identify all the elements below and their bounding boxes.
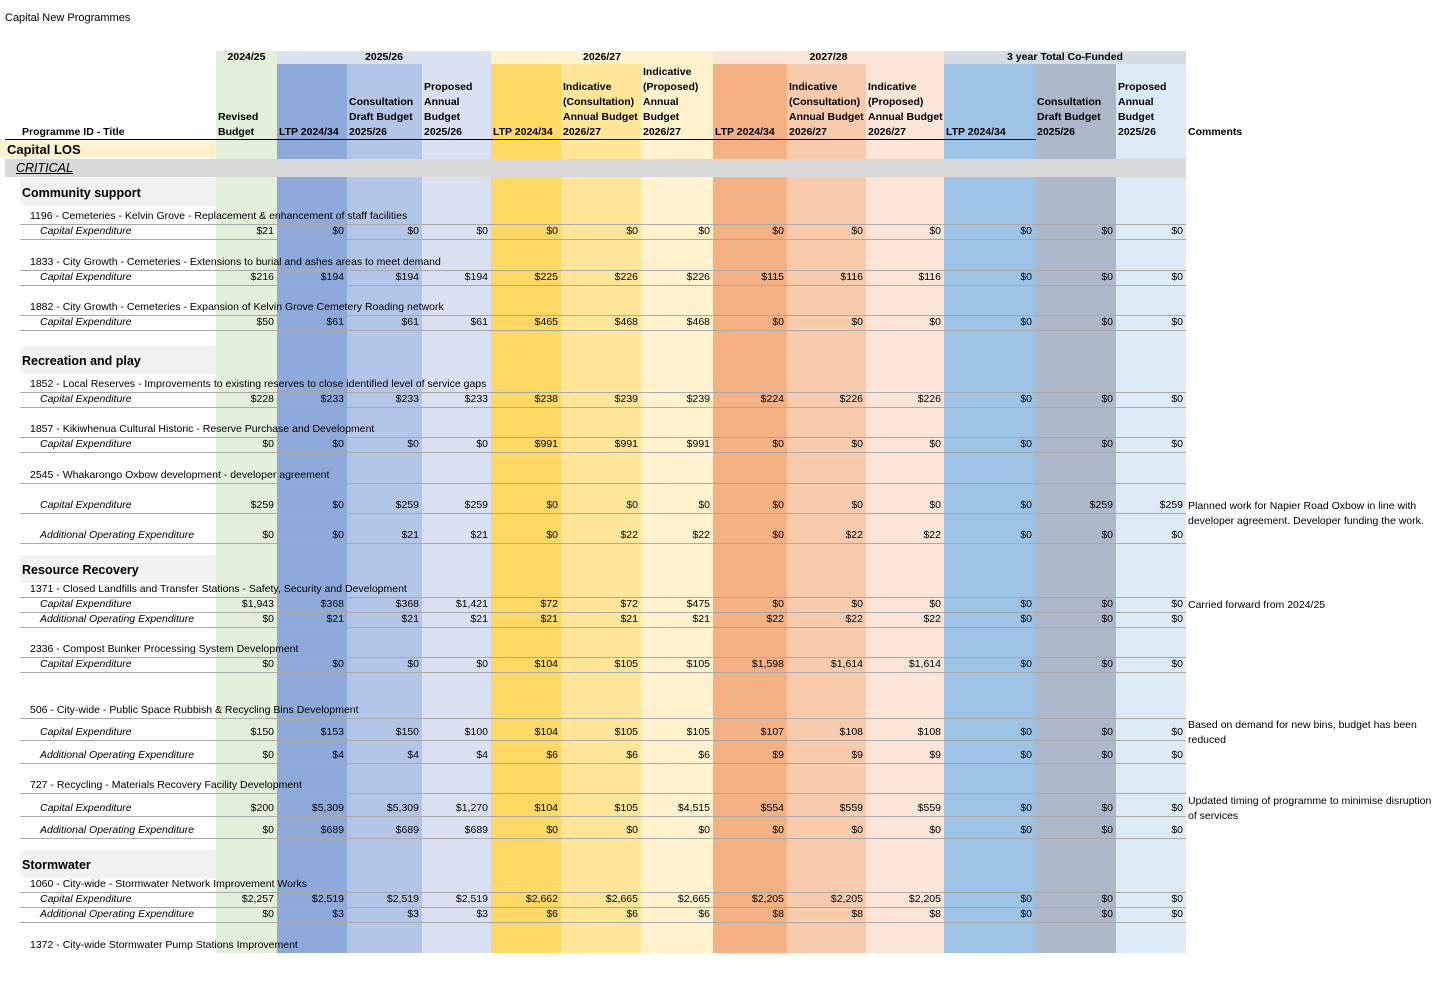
table-cell: $21 [401,529,419,541]
row-comment: Updated timing of programme to minimise disruption of services [1188,795,1432,822]
table-cell: $150 [395,726,419,738]
table-cell: $0 [1101,824,1113,836]
table-cell: $0 [476,438,488,450]
table-cell: $1,614 [830,658,863,670]
table-cell: $0 [1020,225,1032,237]
table-cell: $0 [929,499,941,511]
table-cell: $104 [534,658,558,670]
subsection-band [5,159,1186,177]
table-cell: $0 [1020,908,1032,920]
table-cell: $0 [546,529,558,541]
table-cell: $0 [929,598,941,610]
table-cell: $6 [546,908,558,920]
table-cell: $0 [626,824,638,836]
table-cell: $226 [686,271,710,283]
table-cell: $226 [839,393,863,405]
table-cell: $0 [1171,824,1183,836]
table-cell: $0 [1171,749,1183,761]
row-label: Additional Operating Expenditure [40,749,195,761]
programme-title: 2336 - Compost Bunker Processing System Development [30,643,299,655]
row-label: Additional Operating Expenditure [40,529,195,541]
row-label: Capital Expenditure [40,316,132,328]
table-cell: $108 [839,726,863,738]
table-cell: $0 [1171,316,1183,328]
table-cell: $21 [470,529,488,541]
table-cell: $0 [1101,726,1113,738]
table-cell: $5,309 [311,802,344,814]
table-cell: $0 [262,658,274,670]
table-cell: $0 [851,824,863,836]
row-divider [20,452,1186,453]
table-cell: $0 [332,225,344,237]
table-cell: $2,205 [830,893,863,905]
table-cell: $0 [626,225,638,237]
table-cell: $9 [851,749,863,761]
table-cell: $0 [772,529,784,541]
row-divider [20,816,1186,817]
table-cell: $0 [407,438,419,450]
table-cell: $107 [760,726,784,738]
table-cell: $0 [1171,271,1183,283]
column-group-header: 3 year Total Co-Funded [944,51,1186,64]
table-cell: $554 [760,802,784,814]
table-cell: $8 [929,908,941,920]
column-header: Comments [1188,126,1243,138]
column-header: Indicative (Proposed) Annual Budget 2026/27 [643,66,699,138]
row-divider [20,407,1186,408]
table-cell: $5,309 [386,802,419,814]
table-cell: $0 [929,225,941,237]
row-label: Capital Expenditure [40,225,132,237]
table-cell: $105 [614,726,638,738]
table-cell: $0 [1101,908,1113,920]
column-header: LTP 2024/34 [715,126,775,138]
column-group-header: 2026/27 [491,51,713,64]
row-divider [20,922,1186,923]
table-cell: $0 [1020,658,1032,670]
table-cell: $238 [534,393,558,405]
table-cell: $259 [1159,499,1183,511]
table-cell: $2,662 [525,893,558,905]
table-cell: $21 [692,613,710,625]
row-divider [20,672,1186,673]
table-cell: $0 [772,824,784,836]
table-cell: $22 [923,529,941,541]
table-cell: $0 [546,225,558,237]
table-cell: $1,598 [751,658,784,670]
table-cell: $0 [332,438,344,450]
column-header: Consultation Draft Budget 2025/26 [1037,96,1102,138]
table-cell: $0 [929,824,941,836]
table-cell: $8 [851,908,863,920]
table-cell: $116 [840,271,863,283]
table-cell: $6 [546,749,558,761]
table-cell: $0 [772,598,784,610]
table-cell: $3 [407,908,419,920]
table-cell: $0 [929,438,941,450]
row-divider [20,513,1186,514]
table-cell: $0 [332,658,344,670]
programme-title: 2545 - Whakarongo Oxbow development - developer agreement [30,469,330,481]
table-cell: $0 [851,438,863,450]
table-cell: $9 [929,749,941,761]
column-header: Indicative (Consultation) Annual Budget 2026/27 [563,81,638,138]
table-cell: $0 [262,824,274,836]
table-cell: $0 [1171,613,1183,625]
table-cell: $1,270 [455,802,488,814]
page-title: Capital New Programmes [5,12,131,24]
column-header: Consultation Draft Budget 2025/26 [349,96,414,138]
table-cell: $6 [626,749,638,761]
table-cell: $689 [464,824,488,836]
table-cell: $105 [614,658,638,670]
table-cell: $22 [620,529,638,541]
table-cell: $0 [1101,529,1113,541]
table-cell: $22 [845,529,863,541]
table-cell: $116 [918,271,941,283]
row-label: Capital Expenditure [40,726,132,738]
table-cell: $61 [326,316,344,328]
table-cell: $0 [1020,802,1032,814]
table-cell: $100 [464,726,488,738]
row-comment: Carried forward from 2024/25 [1188,599,1326,611]
table-cell: $0 [262,529,274,541]
table-cell: $0 [546,824,558,836]
table-cell: $0 [262,613,274,625]
table-cell: $559 [917,802,941,814]
table-cell: $233 [395,393,419,405]
category-title: Recreation and play [22,354,141,368]
table-cell: $0 [1171,908,1183,920]
row-comment: Based on demand for new bins, budget has been reduced [1188,719,1417,746]
table-cell: $200 [250,802,274,814]
table-cell: $0 [1020,824,1032,836]
row-divider [20,718,1186,719]
table-cell: $0 [851,598,863,610]
category-title: Resource Recovery [22,563,139,577]
table-cell: $0 [851,316,863,328]
table-cell: $61 [470,316,488,328]
row-label: Capital Expenditure [40,598,132,610]
table-cell: $0 [851,225,863,237]
table-cell: $105 [686,658,710,670]
column-header: Revised Budget [218,111,259,138]
table-cell: $194 [395,271,419,283]
row-divider [20,543,1186,544]
table-cell: $0 [1101,598,1113,610]
column-group-header: 2027/28 [713,51,944,64]
table-cell: $226 [614,271,638,283]
table-cell: $0 [626,499,638,511]
table-cell: $6 [698,749,710,761]
table-cell: $0 [1171,658,1183,670]
row-label: Capital Expenditure [40,393,132,405]
row-divider [20,627,1186,628]
column-header: Indicative (Proposed) Annual Budget 2026/27 [868,81,943,138]
table-cell: $259 [250,499,274,511]
table-cell: $0 [262,438,274,450]
row-divider [20,763,1186,764]
table-cell: $2,519 [311,893,344,905]
programme-title: 506 - City-wide - Public Space Rubbish & Recycling Bins Development [30,704,359,716]
column-header: Proposed Annual Budget 2025/26 [424,81,473,138]
programme-title: 1833 - City Growth - Cemeteries - Extensions to burial and ashes areas to meet demand [30,256,441,268]
row-label: Capital Expenditure [40,658,132,670]
table-cell: $0 [332,499,344,511]
table-cell: $105 [686,726,710,738]
table-cell: $0 [1020,271,1032,283]
table-cell: $3 [332,908,344,920]
table-cell: $0 [1171,893,1183,905]
table-cell: $108 [917,726,941,738]
table-cell: $21 [256,225,274,237]
table-cell: $0 [1020,499,1032,511]
table-cell: $0 [1020,749,1032,761]
programme-title: 1371 - Closed Landfills and Transfer Stations - Safety, Security and Development [30,583,407,595]
table-cell: $0 [698,824,710,836]
table-cell: $233 [464,393,488,405]
table-cell: $4 [476,749,488,761]
table-cell: $559 [839,802,863,814]
table-cell: $0 [1020,598,1032,610]
row-label: Capital Expenditure [40,438,132,450]
table-cell: $0 [1101,225,1113,237]
table-cell: $0 [772,225,784,237]
row-label: Additional Operating Expenditure [40,613,195,625]
table-cell: $194 [320,271,344,283]
table-cell: $991 [686,438,710,450]
row-comment: Planned work for Napier Road Oxbow in line with developer agreement. Developer funding the work. [1188,500,1424,527]
table-cell: $8 [772,908,784,920]
column-group-header: 2024/25 [216,51,277,64]
table-cell: $2,519 [386,893,419,905]
programme-title: 1857 - Kikiwhenua Cultural Historic - Reserve Purchase and Development [30,423,375,435]
table-cell: $475 [686,598,710,610]
table-cell: $0 [1020,529,1032,541]
table-cell: $4,515 [677,802,710,814]
table-cell: $21 [620,613,638,625]
table-cell: $0 [772,438,784,450]
table-cell: $689 [395,824,419,836]
table-cell: $0 [1171,225,1183,237]
table-cell: $115 [761,271,784,283]
table-cell: $0 [1171,726,1183,738]
table-cell: $1,943 [241,598,274,610]
table-cell: $2,519 [455,893,488,905]
table-cell: $259 [395,499,419,511]
table-cell: $0 [1101,316,1113,328]
table-cell: $22 [845,613,863,625]
table-cell: $0 [407,225,419,237]
row-label: Capital Expenditure [40,499,132,511]
table-cell: $0 [332,529,344,541]
row-divider [20,285,1186,286]
table-cell: $0 [1101,438,1113,450]
table-cell: $0 [407,658,419,670]
table-cell: $0 [1020,613,1032,625]
table-cell: $2,665 [677,893,710,905]
column-header: Proposed Annual Budget 2025/26 [1118,81,1167,138]
table-cell: $465 [534,316,558,328]
table-cell: $72 [540,598,558,610]
table-cell: $22 [766,613,784,625]
row-label: Capital Expenditure [40,893,132,905]
table-cell: $0 [1171,393,1183,405]
row-divider [20,239,1186,240]
table-cell: $1,614 [908,658,941,670]
table-cell: $991 [614,438,638,450]
table-cell: $21 [470,613,488,625]
table-cell: $6 [698,908,710,920]
table-cell: $0 [772,499,784,511]
table-cell: $368 [320,598,344,610]
table-cell: $0 [1101,393,1113,405]
row-divider [20,330,1186,331]
table-cell: $21 [540,613,558,625]
table-cell: $239 [686,393,710,405]
table-cell: $0 [1020,316,1032,328]
table-cell: $0 [1101,802,1113,814]
section-title: Capital LOS [7,142,81,157]
row-label: Capital Expenditure [40,271,132,283]
table-cell: $2,205 [908,893,941,905]
programme-title: 1196 - Cemeteries - Kelvin Grove - Replacement & enhancement of staff facilities [30,210,408,222]
table-cell: $0 [262,908,274,920]
row-divider [20,483,1186,484]
table-cell: $991 [534,438,558,450]
row-divider [20,838,1186,839]
table-cell: $0 [1101,749,1113,761]
column-header: LTP 2024/34 [279,126,339,138]
table-cell: $3 [476,908,488,920]
column-header: Programme ID - Title [22,126,125,138]
table-cell: $0 [1171,802,1183,814]
table-cell: $1,421 [455,598,488,610]
table-cell: $6 [626,908,638,920]
table-cell: $0 [1101,613,1113,625]
table-cell: $0 [262,749,274,761]
table-cell: $225 [534,271,558,283]
table-cell: $22 [692,529,710,541]
row-label: Additional Operating Expenditure [40,908,195,920]
table-cell: $226 [917,393,941,405]
programme-title: 1372 - City-wide Stormwater Pump Stations Improvement [30,939,298,951]
table-cell: $224 [760,393,784,405]
table-cell: $0 [698,499,710,511]
row-label: Capital Expenditure [40,802,132,814]
table-cell: $0 [1171,598,1183,610]
table-cell: $0 [1020,726,1032,738]
table-cell: $0 [476,658,488,670]
column-header: Indicative (Consultation) Annual Budget 2026/27 [789,81,864,138]
row-divider [20,793,1186,794]
table-cell: $0 [1020,438,1032,450]
table-cell: $368 [395,598,419,610]
column-group-header: 2025/26 [277,51,491,64]
table-cell: $105 [614,802,638,814]
table-cell: $153 [320,726,344,738]
table-cell: $194 [464,271,488,283]
table-cell: $0 [476,225,488,237]
table-cell: $22 [923,613,941,625]
table-cell: $4 [332,749,344,761]
table-cell: $61 [401,316,419,328]
programme-title: 1882 - City Growth - Cemeteries - Expansion of Kelvin Grove Cemetery Roading network [30,301,444,313]
table-cell: $21 [326,613,344,625]
table-cell: $72 [620,598,638,610]
table-cell: $2,205 [751,893,784,905]
table-cell: $2,665 [605,893,638,905]
programme-title: 1852 - Local Reserves - Improvements to existing reserves to close identified level of service gaps [30,378,487,390]
table-cell: $228 [250,393,274,405]
row-label: Additional Operating Expenditure [40,824,195,836]
table-cell: $0 [1171,438,1183,450]
table-cell: $0 [929,316,941,328]
table-cell: $50 [256,316,274,328]
table-cell: $104 [534,726,558,738]
table-cell: $9 [772,749,784,761]
table-cell: $0 [851,499,863,511]
table-cell: $0 [546,499,558,511]
programme-title: 1060 - City-wide - Stormwater Network Improvement Works [30,878,307,890]
subsection-title: CRITICAL [16,161,73,175]
table-cell: $0 [698,225,710,237]
column-header: LTP 2024/34 [946,126,1006,138]
table-cell: $468 [614,316,638,328]
row-divider [20,740,1186,741]
column-header: LTP 2024/34 [493,126,553,138]
category-title: Stormwater [22,858,91,872]
table-cell: $468 [686,316,710,328]
table-cell: $0 [1020,393,1032,405]
table-cell: $233 [320,393,344,405]
table-cell: $0 [772,316,784,328]
table-cell: $689 [320,824,344,836]
table-cell: $104 [534,802,558,814]
table-cell: $0 [1101,658,1113,670]
table-cell: $239 [614,393,638,405]
category-title: Community support [22,186,141,200]
programme-title: 727 - Recycling - Materials Recovery Facility Development [30,779,302,791]
table-cell: $4 [407,749,419,761]
table-cell: $2,257 [241,893,274,905]
table-cell: $0 [1020,893,1032,905]
table-cell: $216 [250,271,274,283]
table-cell: $0 [1171,529,1183,541]
table-cell: $150 [250,726,274,738]
table-cell: $259 [464,499,488,511]
table-cell: $0 [1101,271,1113,283]
table-cell: $0 [1101,893,1113,905]
table-cell: $259 [1089,499,1113,511]
header-divider [5,139,1036,140]
table-cell: $21 [401,613,419,625]
